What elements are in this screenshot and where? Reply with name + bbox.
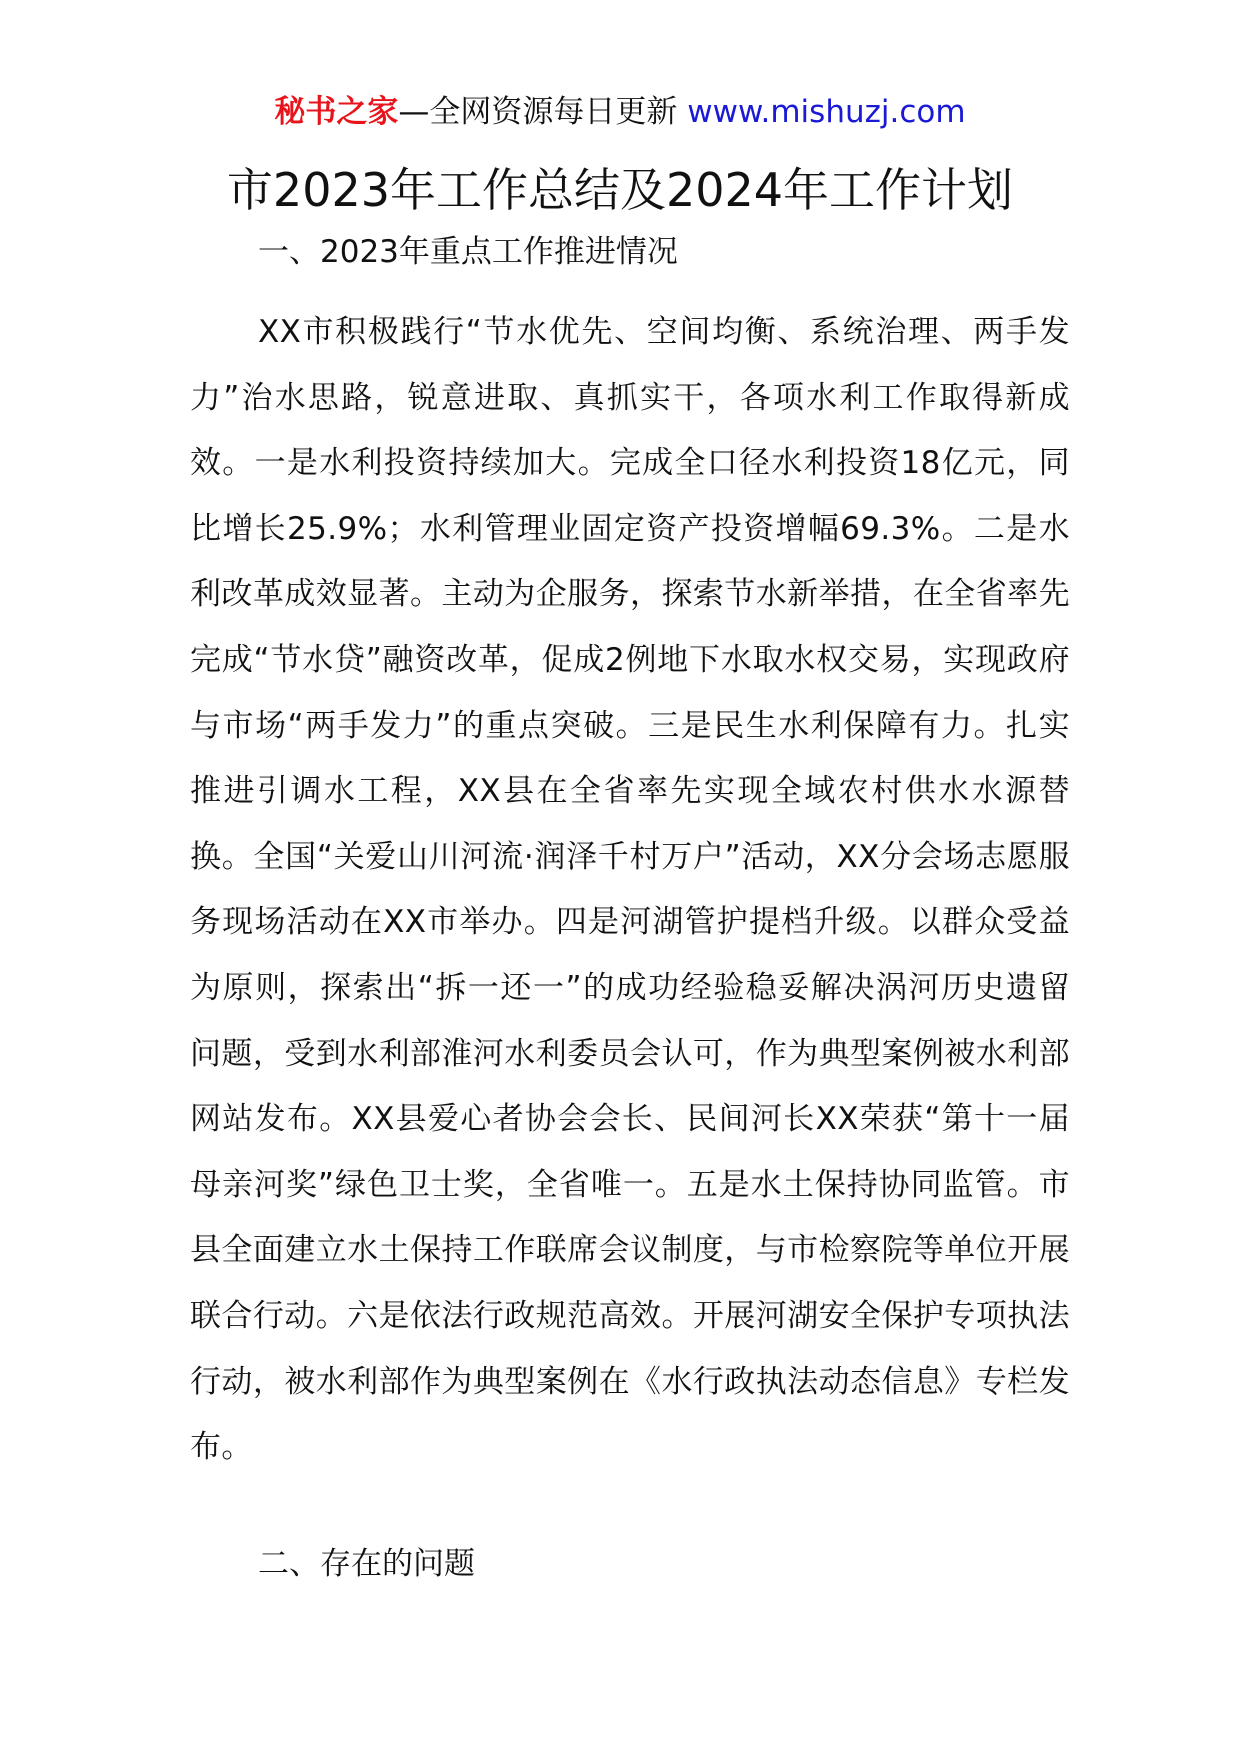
site-url-link[interactable]: www.mishuzj.com [687, 94, 966, 130]
site-slogan: —全网资源每日更新 [398, 94, 678, 130]
site-header [0, 92, 1240, 132]
section-heading-2: 二、存在的问题 [258, 1546, 475, 1582]
document-title: 市2023年工作总结及2024年工作计划 [226, 163, 1014, 217]
body-paragraph: XX市积极践行“节水优先、空间均衡、系统治理、两手发力”治水思路，锐意进取、真抓实干，各项水利工作取得新成效。一是水利投资持续加大。完成全口径水利投资18亿元，同比增长25.9%；水利管理业固定资产投资增幅69.3%。二是水利改革成效显著。主动为企服务，探索节水新举措，在全省率先完成“节水贷”融资改革，促成2例地下水取水权交易，实现政府与市场“两手发力”的重点突破。三是民生水利保障有力。扎实推进引调水工程，XX县在全省率先实现全域农村供水水源替换。全国“关爱山川河流·润泽千村万户”活动，XX分会场志愿服务现场活动在XX市举办。四是河湖管护提档升级。以群众受益为原则，探索出“拆一还一”的成功经验稳妥解决涡河历史遗留问题，受到水利部淮河水利委员会认可，作为典型案例被水利部网站发布。XX县爱心者协会会长、民间河长XX荣获“第十一届母亲河奖”绿色卫士奖，全省唯一。五是水土保持协同监管。市县全面建立水土保持工作联席会议制度，与市检察院等单位开展联合行动。六是依法行政规范高效。开展河湖安全保护专项执法行动，被水利部作为典型案例在《水行政执法动态信息》专栏发布。 [190, 314, 1070, 1466]
section-heading-1: 一、2023年重点工作推进情况 [258, 234, 678, 270]
site-brand: 秘书之家 [274, 94, 399, 130]
section-body-1 [190, 300, 1070, 1481]
